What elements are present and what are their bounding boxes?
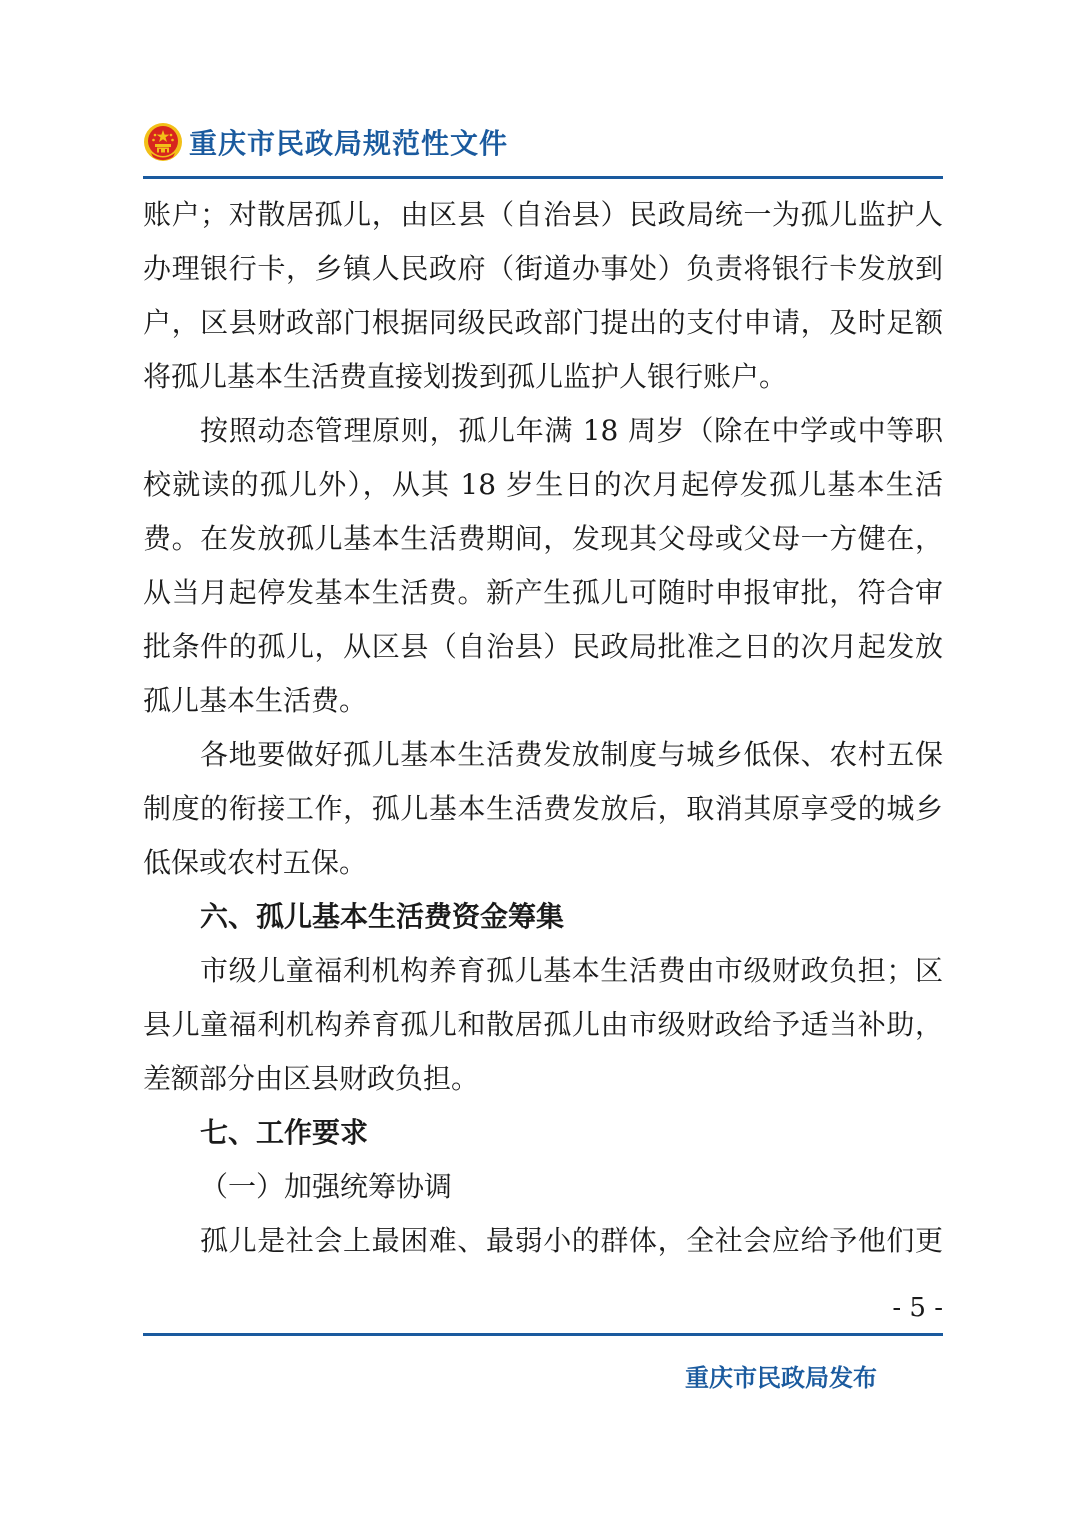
section-heading: 七、工作要求 bbox=[200, 1116, 369, 1149]
section-heading: 六、孤儿基本生活费资金筹集 bbox=[200, 900, 565, 933]
header-rule bbox=[143, 176, 943, 179]
paragraph-line: 户，区县财政部门根据同级民政部门提出的支付申请，及时足额 bbox=[143, 306, 943, 339]
subsection-heading: （一）加强统筹协调 bbox=[200, 1170, 453, 1203]
paragraph-line: 将孤儿基本生活费直接划拨到孤儿监护人银行账户。 bbox=[143, 360, 788, 393]
document-header bbox=[143, 118, 943, 174]
paragraph-line: 费。在发放孤儿基本生活费期间，发现其父母或父母一方健在， bbox=[143, 522, 943, 555]
paragraph-line: 各地要做好孤儿基本生活费发放制度与城乡低保、农村五保 bbox=[200, 738, 943, 771]
paragraph-line: 低保或农村五保。 bbox=[143, 846, 368, 879]
paragraph-line: 账户；对散居孤儿，由区县（自治县）民政局统一为孤儿监护人 bbox=[143, 198, 943, 231]
paragraph-line: 办理银行卡，乡镇人民政府（街道办事处）负责将银行卡发放到 bbox=[143, 252, 943, 285]
paragraph-line: 批条件的孤儿，从区县（自治县）民政局批准之日的次月起发放 bbox=[143, 630, 943, 663]
page-number: - 5 - bbox=[892, 1293, 943, 1323]
footer-publisher: 重庆市民政局发布 bbox=[685, 1364, 877, 1392]
header-title: 重庆市民政局规范性文件 bbox=[189, 127, 509, 160]
paragraph-line: 孤儿是社会上最困难、最弱小的群体，全社会应给予他们更 bbox=[200, 1224, 943, 1257]
paragraph-line: 制度的衔接工作，孤儿基本生活费发放后，取消其原享受的城乡 bbox=[143, 792, 943, 825]
paragraph-line: 差额部分由区县财政负担。 bbox=[143, 1062, 480, 1095]
paragraph-line: 孤儿基本生活费。 bbox=[143, 684, 368, 717]
paragraph-line: 从当月起停发基本生活费。新产生孤儿可随时申报审批，符合审 bbox=[143, 576, 943, 609]
paragraph-line: 市级儿童福利机构养育孤儿基本生活费由市级财政负担；区 bbox=[200, 954, 943, 987]
paragraph-line: 县儿童福利机构养育孤儿和散居孤儿由市级财政给予适当补助， bbox=[143, 1008, 943, 1041]
footer-rule bbox=[143, 1333, 943, 1336]
paragraph-line: 按照动态管理原则，孤儿年满 18 周岁（除在中学或中等职 bbox=[200, 414, 943, 447]
national-emblem-icon bbox=[143, 122, 183, 162]
paragraph-line: 校就读的孤儿外），从其 18 岁生日的次月起停发孤儿基本生活 bbox=[143, 468, 943, 501]
